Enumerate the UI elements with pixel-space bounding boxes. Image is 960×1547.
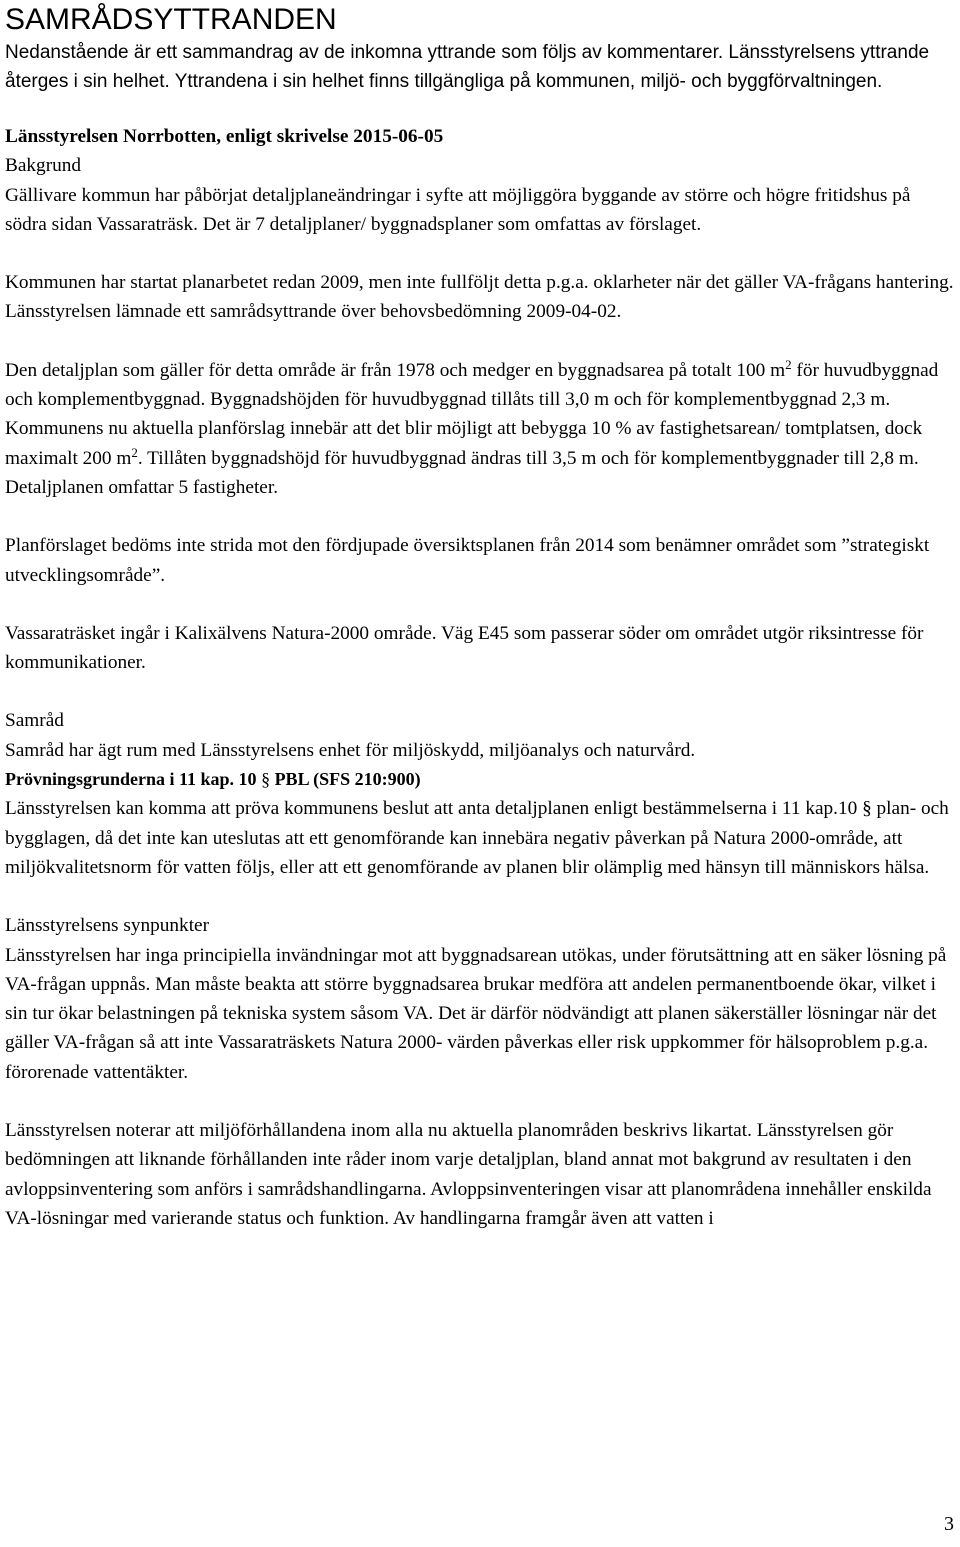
page-number: 3 [944,1513,954,1535]
paragraph-provningsgrunderna [5,794,955,882]
paragraph-synpunkter: Länsstyrelsen har inga principiella invändningar mot att byggnadsarean utökas, under förutsättning att en säker lösning på VA-frågan uppnås. Man måste beakta att större byggnadsarea brukar medföra att andelen permanentboende ökar, vilket i sin tur ökar belastningen på tekniska system såsom VA. Det är därför nödvändigt att planen säkerställer lösningar när det gäller VA-frågan så att inte Vassaraträskets Natura 2000- värden påverkas eller risk uppkommer för hälsoproblem p.g.a. förorenade vattentäkter. [5,944,947,1083]
paragraph-samrad: Samråd har ägt rum med Länsstyrelsens enhet för miljöskydd, miljöanalys och naturvård. [5,739,696,761]
superscript-squared-2: 2 [131,444,138,460]
document-page [5,0,955,1233]
intro-paragraph: Nedanstående är ett sammandrag av de inkomna yttrande som följs av kommentarer. Länsstyrelsens yttrande återges i sin helhet. Yttrandena i sin helhet finns tillgängliga på kommunen, miljö- och byggförvaltningen. [5,42,930,92]
section-symbol-icon: § [261,769,271,790]
paragraph-noterar: Länsstyrelsen noterar att miljöförhållandena inom alla nu aktuella planområden beskrivs likartat. Länsstyrelsen gör bedömningen att liknande förhållanden inte råder inom varje detaljplan, bland annat mot bakgrund av resultaten i den avloppsinventering som anförs i samrådshandlingarna. Avloppsinventeringen visar att planområdena innehåller enskilda VA-lösningar med varierande status och funktion. Av handlingarna framgår även att vatten i [5,1120,932,1229]
detaljplan-text-3: . Tillåten byggnadshöjd för huvudbyggnad ändras till 3,5 m och för komplementbyggnader till 2,8 m. Detaljplanen omfattar 5 fastigheter. [5,447,919,498]
paragraph-bakgrund: Gällivare kommun har påbörjat detaljplaneändringar i syfte att möjliggöra byggande av större och högre fritidshus på södra sidan Vassaraträsk. Det är 7 detaljplaner/ byggnadsplaner som omfattas av förslaget. [5,184,911,235]
provning-text-1: Länsstyrelsen kan komma att pröva kommunens beslut att anta detaljplanen enligt bestämmelserna i 11 kap.10 [5,798,863,820]
detaljplan-text-2: för huvudbyggnad och komplementbyggnad. Byggnadshöjden för huvudbyggnad tillåts till 3,0 m och för komplementbyggnad 2,3 m. Kommunens nu aktuella planförslag innebär att det blir möjligt att bebygga 10 % av fastighetsarean/ tomtplatsen, dock maximalt 200 m [5,359,939,469]
paragraph-kommunen: Kommunen har startat planarbetet redan 2009, men inte fullföljt detta p.g.a. oklarheter när det gäller VA-frågans hantering. Länsstyrelsen lämnade ett samrådsyttrande över behovsbedömning 2009-04-02. [5,272,954,323]
heading-samrad: Samråd [5,710,64,732]
provning-heading-text-1: Prövningsgrunderna i 11 kap. 10 [5,769,262,790]
heading-bakgrund: Bakgrund [5,155,82,177]
heading-lansstyrelsen: Länsstyrelsen Norrbotten, enligt skrivelse 2015-06-05 [5,126,444,147]
provning-text-2: plan- och bygglagen, då det inte kan uteslutas att ett genomförande kan innebära negativ påverkan på Natura 2000-område, att miljökvalitetsnorm för vatten följs, eller att ett genomförande av planen blir olämplig med hänsyn till människors hälsa. [5,798,949,878]
paragraph-detaljplan [5,356,955,502]
paragraph-vassaratrasket: Vassaraträsket ingår i Kalixälvens Natura-2000 område. Väg E45 som passerar söder om området utgör riksintresse för kommunikationer. [5,622,924,674]
section-symbol-icon: § [862,798,872,820]
detaljplan-text-1: Den detaljplan som gäller för detta område är från 1978 och medger en byggnadsarea på totalt 100 m [5,359,786,381]
provning-heading-text-2: PBL (SFS 210:900) [270,769,421,790]
paragraph-planforslaget: Planförslaget bedöms inte strida mot den fördjupade översiktsplanen från 2014 som benämner området som ”strategiskt utvecklingsområde”. [5,535,930,586]
heading-provningsgrunderna [5,765,955,794]
superscript-squared-1: 2 [785,356,792,372]
heading-synpunkter: Länsstyrelsens synpunkter [5,915,210,937]
document-title: SAMRÅDSYTTRANDEN [5,3,337,36]
